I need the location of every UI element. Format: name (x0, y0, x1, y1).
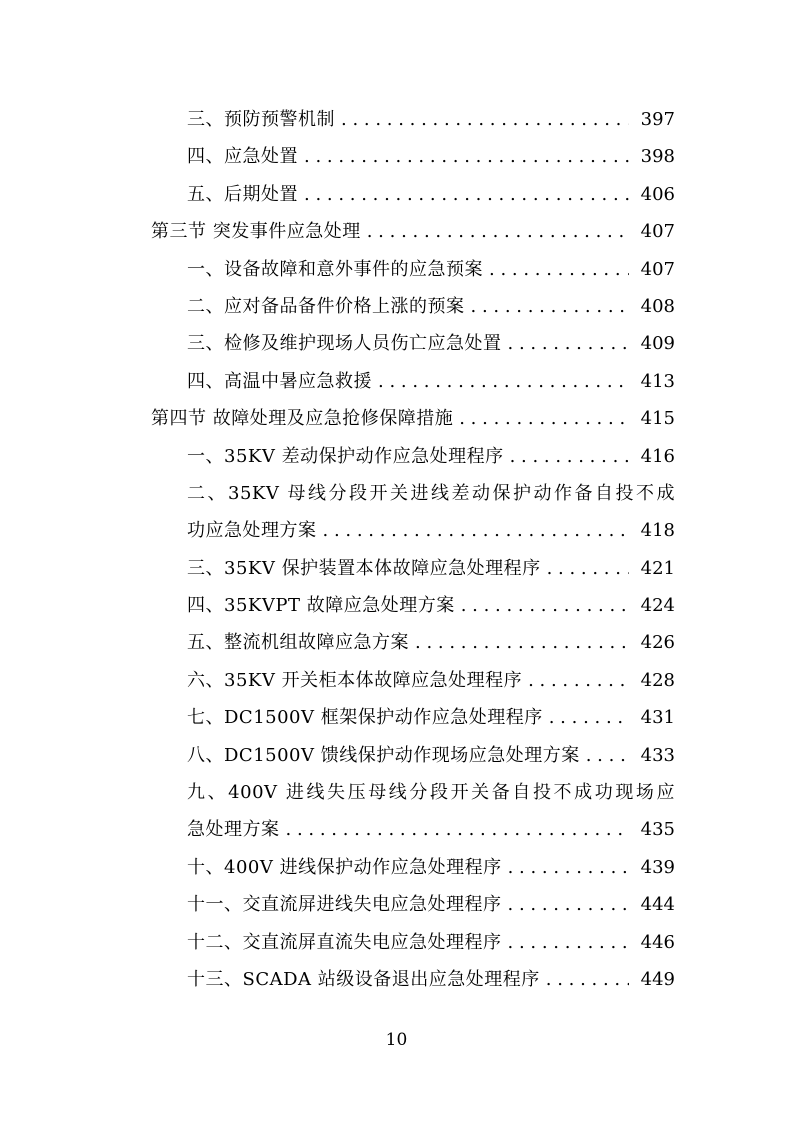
toc-entry-title-line1: 九、400V 进线失压母线分段开关备自投不成功现场应 (187, 782, 675, 804)
toc-entry[interactable] (0, 512, 793, 549)
dot-leader (304, 138, 629, 175)
toc-entry-title: 一、35KV 差动保护动作应急处理程序 (187, 445, 504, 467)
toc-entry-title: 十、400V 进线保护动作应急处理程序 (187, 856, 502, 878)
toc-entry[interactable] (0, 737, 793, 774)
toc-entry[interactable] (0, 363, 793, 400)
toc-entry-title: 六、35KV 开关柜本体故障应急处理程序 (187, 669, 523, 691)
toc-entry[interactable] (0, 924, 793, 961)
toc-entry-page: 413 (640, 370, 675, 392)
toc-entry[interactable] (0, 288, 793, 325)
toc-entry[interactable] (0, 438, 793, 475)
toc-entry-page: 409 (640, 333, 675, 355)
dot-leader (547, 550, 629, 587)
toc-entry-title: 三、预防预警机制 (187, 109, 335, 130)
toc-entry-title: 四、应急处置 (187, 146, 298, 168)
toc-entry-page: 415 (640, 408, 675, 430)
dot-leader (508, 886, 630, 923)
toc-entry-page: 444 (640, 894, 675, 916)
dot-leader (549, 699, 629, 736)
toc-entry[interactable] (0, 849, 793, 886)
toc-entry-page: 435 (640, 819, 675, 841)
toc-entry-page: 398 (640, 146, 675, 168)
dot-leader (586, 737, 629, 774)
toc-entry-title: 第四节 故障处理及应急抢修保障措施 (151, 408, 454, 430)
toc-section-entry[interactable] (0, 213, 793, 250)
toc-entry-title: 第三节 突发事件应急处理 (151, 221, 361, 243)
toc-entry[interactable] (0, 624, 793, 661)
toc-entry[interactable] (0, 587, 793, 624)
toc-entry-title: 急处理方案 (187, 819, 280, 841)
toc-entry-page: 428 (640, 669, 675, 691)
dot-leader (459, 400, 629, 437)
dot-leader (286, 811, 630, 848)
dot-leader (489, 251, 629, 288)
toc-entry[interactable] (0, 699, 793, 736)
toc-entry-title: 七、DC1500V 框架保护动作应急处理程序 (187, 707, 543, 729)
toc-entry[interactable] (0, 550, 793, 587)
dot-leader (508, 849, 629, 886)
toc-entry[interactable] (0, 101, 793, 138)
toc-entry-title: 一、设备故障和意外事件的应急预案 (187, 258, 483, 280)
toc-entry-page: 449 (640, 968, 675, 990)
dot-leader (378, 363, 629, 400)
toc-entry[interactable] (0, 176, 793, 213)
dot-leader (508, 924, 630, 961)
toc-entry-title: 十二、交直流屏直流失电应急处理程序 (187, 931, 502, 953)
toc-entry-page: 433 (640, 744, 675, 766)
toc-entry-page: 406 (640, 183, 675, 205)
toc-entry-page: 439 (640, 856, 675, 878)
toc-entry-page: 426 (640, 632, 675, 654)
toc-entry[interactable] (0, 138, 793, 175)
dot-leader (415, 624, 629, 661)
toc-entry-title: 五、整流机组故障应急方案 (187, 632, 409, 654)
toc-entry-title: 五、后期处置 (187, 183, 298, 205)
toc-entry-title: 三、35KV 保护装置本体故障应急处理程序 (187, 557, 541, 579)
toc-entry-title: 十三、SCADA 站级设备退出应急处理程序 (187, 968, 540, 990)
toc-entry[interactable] (0, 961, 793, 998)
toc-entry[interactable] (0, 811, 793, 848)
toc-entry-title: 三、检修及维护现场人员伤亡应急处置 (187, 333, 502, 355)
page-number: 10 (385, 1030, 408, 1050)
toc-entry-page: 416 (640, 445, 675, 467)
toc-entry-wrapped-line[interactable] (0, 774, 793, 811)
toc-entry-title: 十一、交直流屏进线失电应急处理程序 (187, 894, 502, 916)
toc-entry-title: 二、应对备品备件价格上涨的预案 (187, 295, 465, 317)
toc-entry-title: 四、高温中暑应急救援 (187, 370, 372, 392)
dot-leader (528, 662, 629, 699)
dot-leader (508, 325, 630, 362)
toc-entry-wrapped-line[interactable] (0, 475, 793, 512)
dot-leader (323, 512, 630, 549)
dot-leader (341, 101, 629, 138)
toc-entry-title: 八、DC1500V 馈线保护动作现场应急处理方案 (187, 744, 580, 766)
toc-entry-page: 431 (640, 707, 675, 729)
toc-entry-page: 397 (640, 109, 675, 130)
toc-entry[interactable] (0, 886, 793, 923)
toc-entry-title-line1: 二、35KV 母线分段开关进线差动保护动作备自投不成 (187, 482, 675, 504)
toc-entry-page: 418 (640, 520, 675, 542)
toc-entry-page: 421 (640, 557, 675, 579)
toc-entry[interactable] (0, 251, 793, 288)
toc-entry[interactable] (0, 325, 793, 362)
toc-entry-title: 功应急处理方案 (187, 520, 317, 542)
toc-entry-page: 446 (640, 931, 675, 953)
toc-section-entry[interactable] (0, 400, 793, 437)
toc-entry-page: 408 (640, 295, 675, 317)
toc-entry[interactable] (0, 662, 793, 699)
toc-entry-title: 四、35KVPT 故障应急处理方案 (187, 595, 455, 617)
toc-entry-page: 407 (640, 258, 675, 280)
dot-leader (304, 176, 629, 213)
table-of-contents (0, 101, 793, 998)
toc-entry-page: 407 (640, 221, 675, 243)
dot-leader (510, 438, 629, 475)
dot-leader (546, 961, 629, 998)
toc-entry-page: 424 (640, 595, 675, 617)
dot-leader (471, 288, 630, 325)
dot-leader (367, 213, 629, 250)
dot-leader (461, 587, 629, 624)
